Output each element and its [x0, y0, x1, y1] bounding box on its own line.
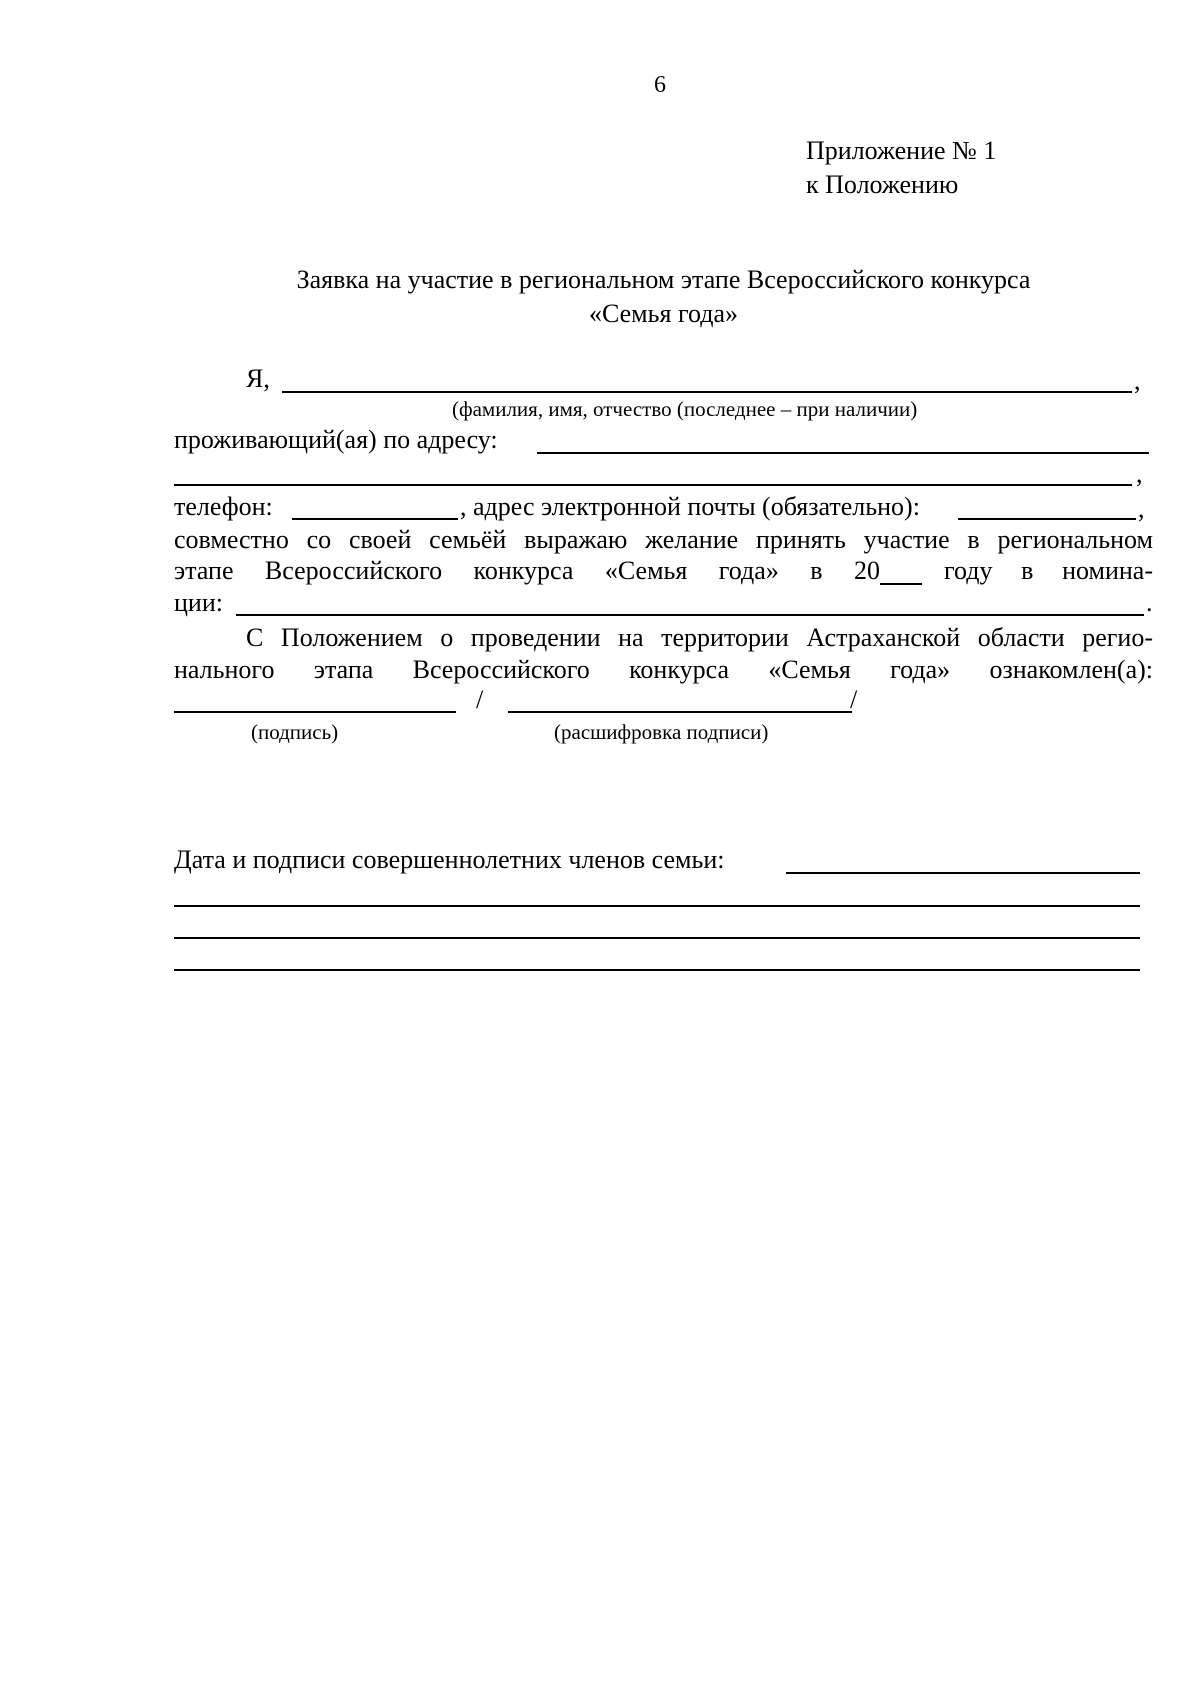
family-blank-2[interactable]	[174, 905, 1140, 907]
desire-line: совместно со своей семьёй выражаю желание принять участие в региональном	[174, 525, 1153, 554]
email-comma: ,	[1138, 494, 1145, 523]
appendix-heading	[806, 134, 996, 202]
nomination-period: .	[1146, 588, 1153, 617]
stage-text: этапе Всероссийского конкурса «Семья года» в 20	[174, 556, 880, 585]
family-signatures-label: Дата и подписи совершеннолетних членов семьи:	[174, 845, 725, 874]
i-label: Я,	[246, 364, 270, 393]
address-blank-2[interactable]	[174, 484, 1132, 486]
phone-blank[interactable]	[292, 518, 458, 520]
familiar-line-2: нального этапа Всероссийского конкурса «Семья года» ознакомлен(а):	[174, 655, 1153, 684]
fio-blank[interactable]	[282, 391, 1132, 393]
email-blank[interactable]	[958, 518, 1136, 520]
document-title	[174, 263, 1153, 331]
appendix-line-2: к Положению	[806, 170, 959, 199]
address-label: проживающий(ая) по адресу:	[174, 425, 498, 454]
family-blank-4[interactable]	[174, 969, 1140, 971]
fio-comma: ,	[1134, 366, 1141, 395]
address-comma: ,	[1136, 459, 1143, 488]
title-line-1: Заявка на участие в региональном этапе Всероссийского конкурса	[296, 265, 1031, 294]
year-blank[interactable]	[880, 583, 922, 585]
family-blank-1[interactable]	[786, 872, 1140, 874]
appendix-line-1: Приложение № 1	[806, 136, 997, 165]
decode-caption: (расшифровка подписи)	[554, 720, 769, 744]
signature-slash-2: /	[850, 685, 858, 714]
fio-caption: (фамилия, имя, отчество (последнее – при наличии)	[452, 397, 918, 421]
signature-caption: (подпись)	[251, 720, 339, 744]
nomination-blank[interactable]	[236, 614, 1144, 616]
title-line-2: «Семья года»	[588, 299, 738, 328]
familiar-line-1: С Положением о проведении на территории Астраханской области регио-	[246, 623, 1153, 652]
nomination-label: ции:	[174, 588, 223, 617]
signature-decode-blank[interactable]	[508, 711, 852, 713]
family-blank-3[interactable]	[174, 937, 1140, 939]
email-label: , адрес электронной почты (обязательно):	[460, 492, 920, 521]
signature-blank[interactable]	[174, 711, 456, 713]
page-number: 6	[654, 72, 666, 98]
phone-label: телефон:	[174, 492, 273, 521]
address-blank-1[interactable]	[537, 452, 1149, 454]
stage-text-end: году в номина-	[944, 556, 1153, 585]
signature-slash-1: /	[476, 685, 484, 714]
